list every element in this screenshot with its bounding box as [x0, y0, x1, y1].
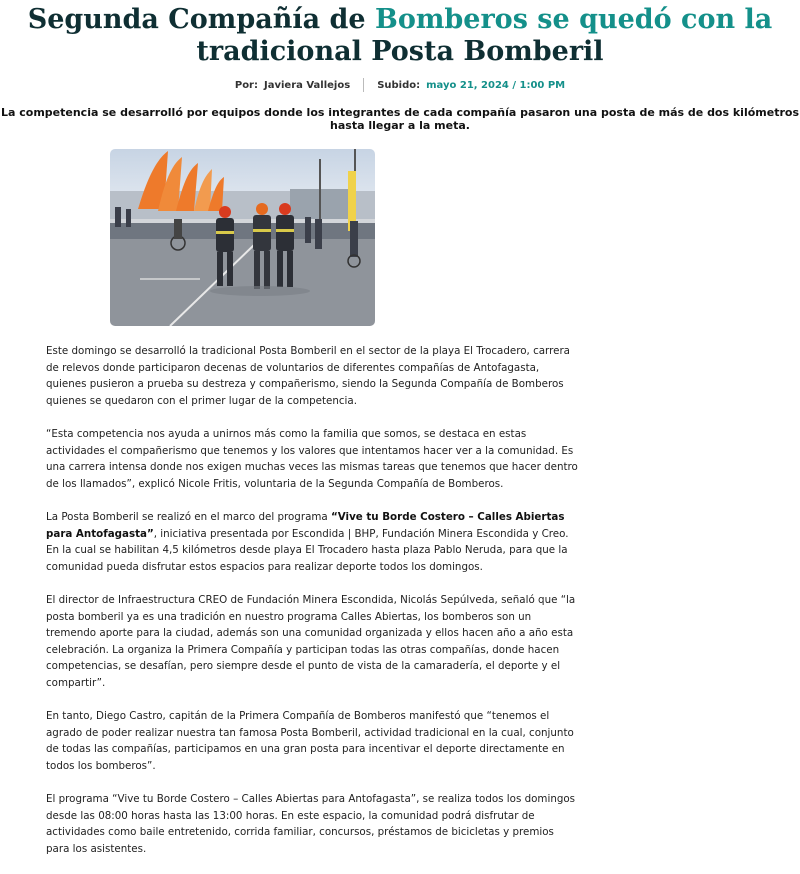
article-meta [0, 78, 800, 92]
paragraph-1: Este domingo se desarrolló la tradicional Posta Bomberil en el sector de la playa El Trocadero, carrera de relevos donde participaron decenas de voluntarios de diferentes compañías de Antofagasta, quienes pusieron a prueba su destreza y compañerismo, siendo la Segunda Compañía de Bomberos quienes se quedaron con el primer lugar de la competencia. [46, 345, 570, 407]
publish-date: mayo 21, 2024 / 1:00 PM [426, 79, 566, 91]
article-lead: La competencia se desarrolló por equipos donde los integrantes de cada compañía pasaron una posta de más de dos kilómetros hasta llegar a la meta. [1, 106, 799, 132]
article-photo [110, 149, 375, 326]
paragraph-3-end: , iniciativa presentada por Escondida | BHP, Fundación Minera Escondida y Creo. En la cual se habilitan 4,5 kilómetros desde playa El Trocadero hasta plaza Pablo Neruda, para que la comunidad pueda disfrutar estos espacios para realizar deporte todos los domingos. [46, 527, 569, 573]
title-part2: Bomberos se quedó con la [375, 4, 773, 35]
program-name: “Vive tu Borde Costero – Calles Abiertas para Antofagasta” [46, 510, 565, 540]
paragraph-3 [46, 509, 578, 575]
article-body [46, 343, 578, 874]
paragraph-2: “Esta competencia nos ayuda a unirnos más como la familia que somos, se destaca en estas actividades el compañerismo que tenemos y los valores que intentamos hacer ver a la comunidad. Es una carrera intensa donde nos exigen muchas veces las mismas tareas que tenemos que hacer dentro de los llamados”, explicó Nicole Fritis, voluntaria de la Segunda Compañía de Bomberos. [46, 427, 578, 490]
article-title [0, 4, 800, 68]
paragraph-6: El programa “Vive tu Borde Costero – Calles Abiertas para Antofagasta”, se realiza todos los domingos desde las 08:00 horas hasta las 13:00 horas. En este espacio, la comunidad podrá disfrutar de actividades como baile entretenido, corrida familiar, concursos, préstamos de bicicletas y premios para los asistentes. [46, 793, 576, 855]
author-label: Por: [234, 79, 258, 91]
meta-divider [363, 78, 364, 92]
title-part1: Segunda Compañía de [27, 4, 366, 35]
date-label: Subido: [377, 79, 421, 91]
author-name[interactable]: Javiera Vallejos [264, 79, 351, 91]
paragraph-4: El director de Infraestructura CREO de Fundación Minera Escondida, Nicolás Sepúlveda, señaló que “la posta bomberil ya es una tradición en nuestro programa Calles Abiertas, los bomberos son un tremendo aporte para la ciudad, además son una comunidad organizada y ellos hacen año a año esta celebración. La organiza la Primera Compañía y participan todas las otras compañías, donde hacen competencias, se desafían, pero siempre desde el punto de vista de la camaradería, el deporte y el compartir”. [46, 593, 576, 689]
paragraph-5: En tanto, Diego Castro, capitán de la Primera Compañía de Bomberos manifestó que “tenemos el agrado de poder realizar nuestra tan famosa Posta Bomberil, actividad tradicional en la cual, conjunto de todas las compañías, participamos en una gran posta para incentivar el deporte directamente en todos los bomberos”. [46, 710, 574, 772]
paragraph-3-start: La Posta Bomberil se realizó en el marco del programa [46, 510, 331, 523]
title-line2: tradicional Posta Bomberil [196, 36, 604, 67]
